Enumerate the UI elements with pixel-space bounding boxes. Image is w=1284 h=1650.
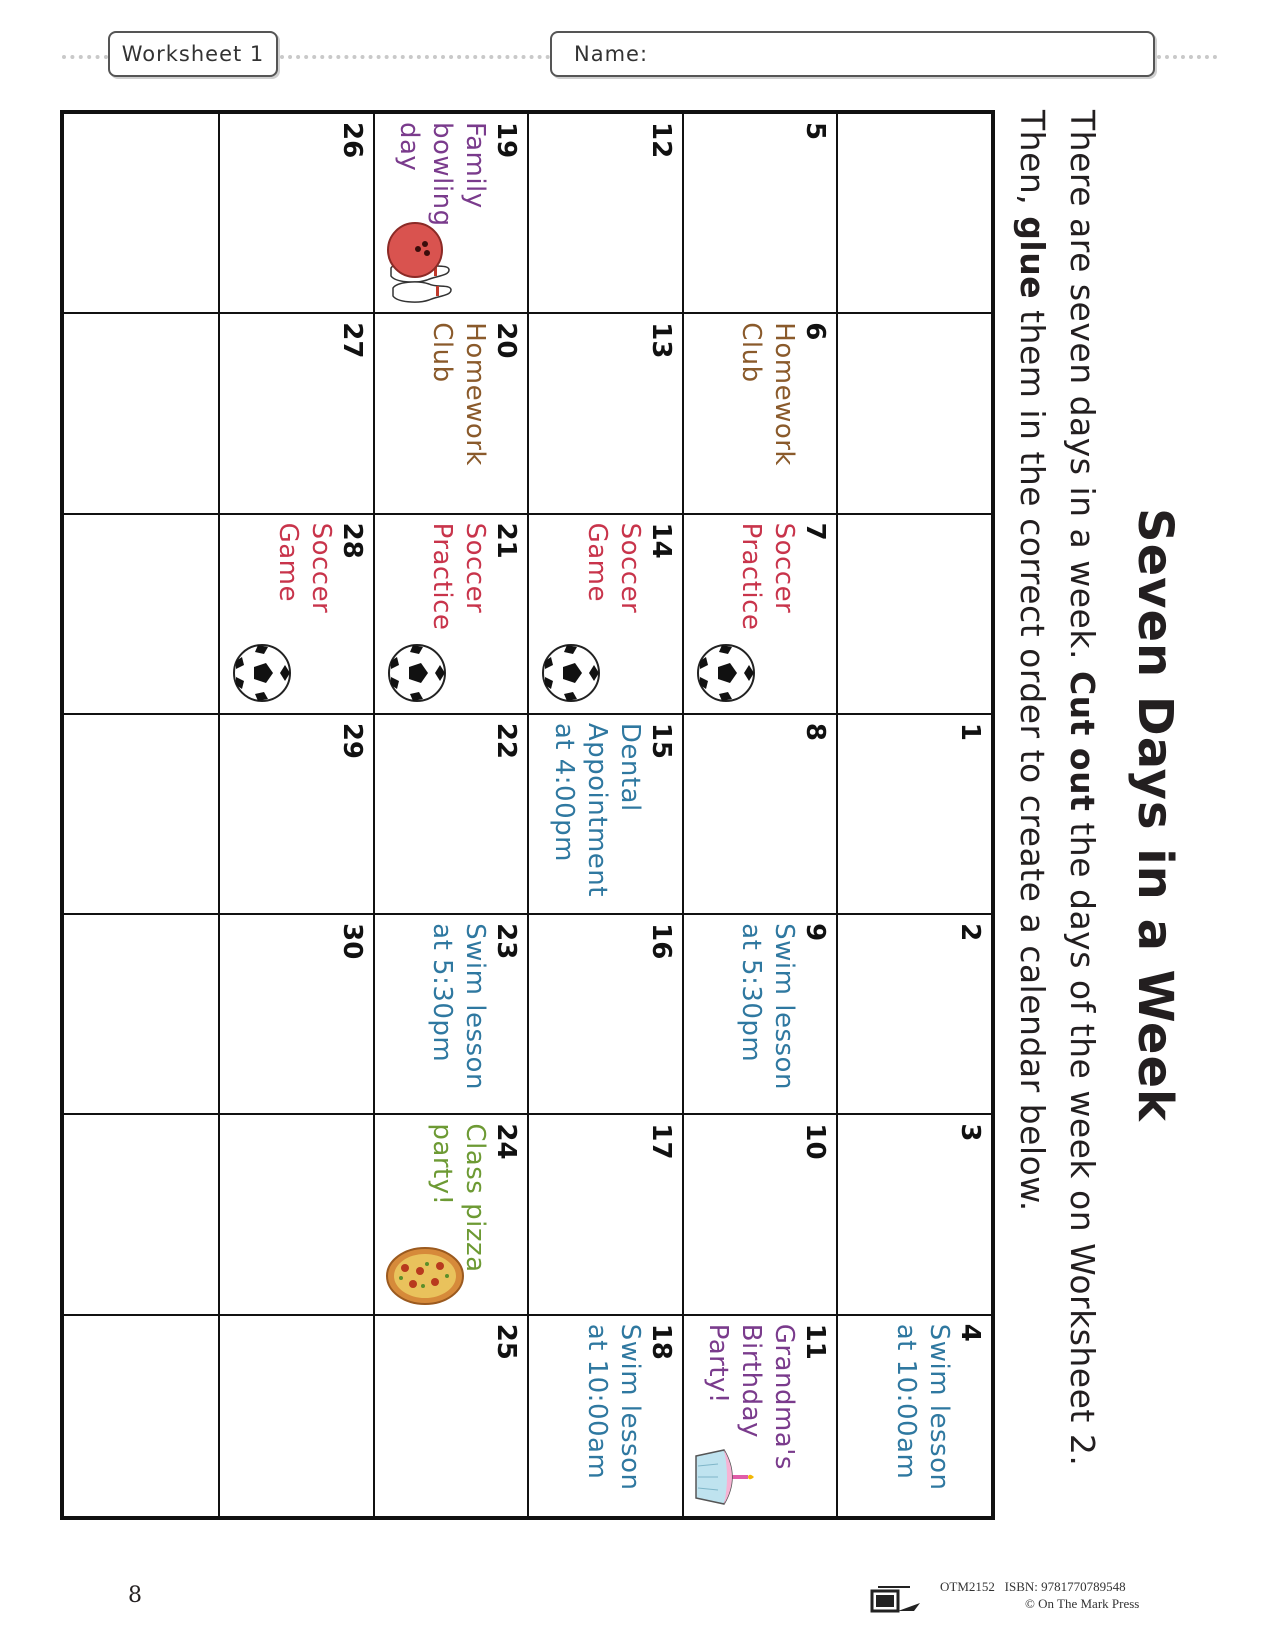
footer-copyright: © On The Mark Press [1025, 1596, 1140, 1611]
page-title: Seven Days in a Week [1127, 508, 1183, 1122]
event-text: Dental [615, 722, 645, 812]
day-number: 4 [955, 1323, 985, 1342]
calendar-day-cell[interactable] [682, 1316, 837, 1516]
day-number: 23 [491, 923, 522, 960]
event-text: at 5:30pm [427, 923, 458, 1063]
event-text: Soccer [306, 522, 336, 614]
event-text: Practice [736, 522, 767, 631]
day-number: 26 [337, 122, 367, 159]
calendar-day-cell[interactable] [837, 314, 992, 514]
calendar-day-cell[interactable] [373, 1316, 528, 1516]
calendar-day-cell[interactable] [64, 314, 219, 514]
calendar-day-cell[interactable] [219, 715, 374, 915]
event-text: Swim lesson [769, 923, 800, 1090]
name-field[interactable]: Name: [550, 31, 1155, 77]
event-text: Soccer [460, 522, 491, 614]
calendar-day-cell[interactable] [219, 1316, 374, 1516]
event-text: party! [427, 1123, 458, 1206]
calendar-day-cell[interactable] [528, 114, 683, 314]
day-number: 10 [800, 1123, 831, 1160]
event-text: Birthday [736, 1323, 767, 1438]
event-text: bowling [427, 122, 458, 227]
calendar-day-cell[interactable] [528, 915, 683, 1115]
day-number: 12 [646, 122, 676, 159]
soccer-ball-icon [538, 643, 602, 703]
calendar-day-cell[interactable] [837, 1316, 992, 1516]
instructions-text-3: them in the correct order to create a calendar below. [1013, 299, 1052, 1212]
pizza-icon [381, 1246, 465, 1306]
header-dotted-rule-right [1157, 55, 1217, 59]
calendar-day-cell[interactable] [64, 915, 219, 1115]
calendar-day-cell[interactable] [219, 515, 374, 715]
day-number: 20 [491, 322, 522, 359]
event-text: Homework [460, 322, 491, 466]
event-text: at 10:00am [582, 1323, 612, 1480]
calendar-day-cell[interactable] [528, 515, 683, 715]
worksheet-label: Worksheet 1 [108, 31, 278, 77]
event-text: at 5:30pm [736, 923, 767, 1063]
event-text: Practice [427, 522, 458, 631]
day-number: 30 [337, 923, 367, 960]
calendar-day-cell[interactable] [219, 1115, 374, 1315]
event-text: Game [582, 522, 612, 602]
soccer-ball-icon [692, 643, 756, 703]
instructions [1007, 110, 1107, 1510]
calendar-day-cell[interactable] [528, 1316, 683, 1516]
day-number: 22 [491, 722, 522, 760]
day-number: 29 [337, 722, 367, 760]
calendar-day-cell[interactable] [373, 1115, 528, 1315]
event-text: Swim lesson [615, 1323, 645, 1491]
header-dotted-rule-left [62, 55, 108, 59]
calendar-day-cell[interactable] [528, 314, 683, 514]
publisher-footer [870, 1578, 1160, 1618]
day-number: 21 [491, 522, 522, 559]
calendar-day-cell[interactable] [682, 715, 837, 915]
calendar-day-cell[interactable] [682, 515, 837, 715]
day-number: 7 [800, 522, 831, 541]
day-number: 27 [337, 322, 367, 359]
calendar-day-cell[interactable] [682, 314, 837, 514]
event-text: Class pizza [460, 1123, 491, 1273]
calendar-day-cell[interactable] [837, 915, 992, 1115]
calendar-day-cell[interactable] [682, 114, 837, 314]
calendar-day-cell[interactable] [837, 515, 992, 715]
event-text: Soccer [615, 522, 645, 614]
event-text: day [394, 122, 425, 172]
day-number: 18 [646, 1323, 676, 1360]
calendar-day-cell[interactable] [373, 715, 528, 915]
calendar-grid [60, 110, 995, 1520]
day-number: 1 [955, 722, 985, 741]
calendar-day-cell[interactable] [373, 515, 528, 715]
day-number: 13 [646, 322, 676, 359]
day-number: 28 [337, 522, 367, 559]
event-text: at 10:00am [891, 1323, 921, 1480]
calendar-day-cell[interactable] [837, 114, 992, 314]
calendar-day-cell[interactable] [682, 915, 837, 1115]
event-text: Club [736, 322, 767, 383]
day-number: 5 [800, 122, 831, 141]
calendar-day-cell[interactable] [837, 1115, 992, 1315]
event-text: Club [427, 322, 458, 383]
calendar-day-cell[interactable] [528, 715, 683, 915]
day-number: 6 [800, 322, 831, 341]
footer-code: OTM2152 [940, 1579, 995, 1594]
calendar-day-cell[interactable] [837, 715, 992, 915]
event-text: Game [273, 522, 303, 602]
day-number: 17 [646, 1123, 676, 1160]
rotated-worksheet-content [60, 110, 1185, 1520]
day-number: 19 [491, 122, 522, 159]
header-dotted-rule-middle [280, 55, 550, 59]
day-number: 8 [800, 722, 831, 741]
calendar-day-cell[interactable] [219, 114, 374, 314]
instructions-bold-cut-out: Cut out [1063, 670, 1102, 812]
day-number: 3 [955, 1123, 985, 1142]
calendar-day-cell[interactable] [373, 915, 528, 1115]
calendar-day-cell[interactable] [528, 1115, 683, 1315]
publisher-logo-icon [870, 1581, 930, 1615]
day-number: 24 [491, 1123, 522, 1160]
calendar-day-cell[interactable] [64, 114, 219, 314]
calendar-day-cell[interactable] [682, 1115, 837, 1315]
footer-code-and-isbn [940, 1578, 1160, 1595]
footer-isbn: ISBN: 9781770789548 [1004, 1579, 1126, 1594]
day-number: 25 [491, 1323, 522, 1360]
instructions-text-2: the days of the week on Worksheet 2. Then, [1013, 110, 1102, 1467]
event-text: Appointment [582, 722, 612, 897]
event-text: Swim lesson [460, 923, 491, 1090]
calendar-day-cell[interactable] [64, 1115, 219, 1315]
day-number: 14 [646, 522, 676, 559]
calendar-day-cell[interactable] [64, 715, 219, 915]
day-number: 9 [800, 923, 831, 942]
day-number: 2 [955, 923, 985, 942]
event-text: Homework [769, 322, 800, 466]
event-text: Soccer [769, 522, 800, 614]
birthday-cake-icon [688, 1444, 754, 1510]
calendar-day-cell[interactable] [219, 314, 374, 514]
calendar-day-cell[interactable] [373, 314, 528, 514]
day-number: 16 [646, 923, 676, 960]
event-text: at 4:00pm [549, 722, 579, 862]
page-number: 8 [128, 1583, 142, 1608]
instructions-bold-glue: glue [1013, 216, 1052, 300]
calendar-day-cell[interactable] [64, 515, 219, 715]
soccer-ball-icon [383, 643, 447, 703]
day-number: 15 [646, 722, 676, 760]
event-text: Grandma's [769, 1323, 800, 1470]
bowling-icon [381, 220, 455, 304]
event-text: Family [460, 122, 491, 209]
instructions-text-1: There are seven days in a week. [1063, 110, 1102, 671]
calendar-day-cell[interactable] [373, 114, 528, 314]
calendar-day-cell[interactable] [219, 915, 374, 1115]
event-text: Swim lesson [924, 1323, 954, 1491]
calendar-day-cell[interactable] [64, 1316, 219, 1516]
day-number: 11 [800, 1323, 831, 1360]
soccer-ball-icon [229, 643, 293, 703]
event-text: Party! [703, 1323, 734, 1404]
